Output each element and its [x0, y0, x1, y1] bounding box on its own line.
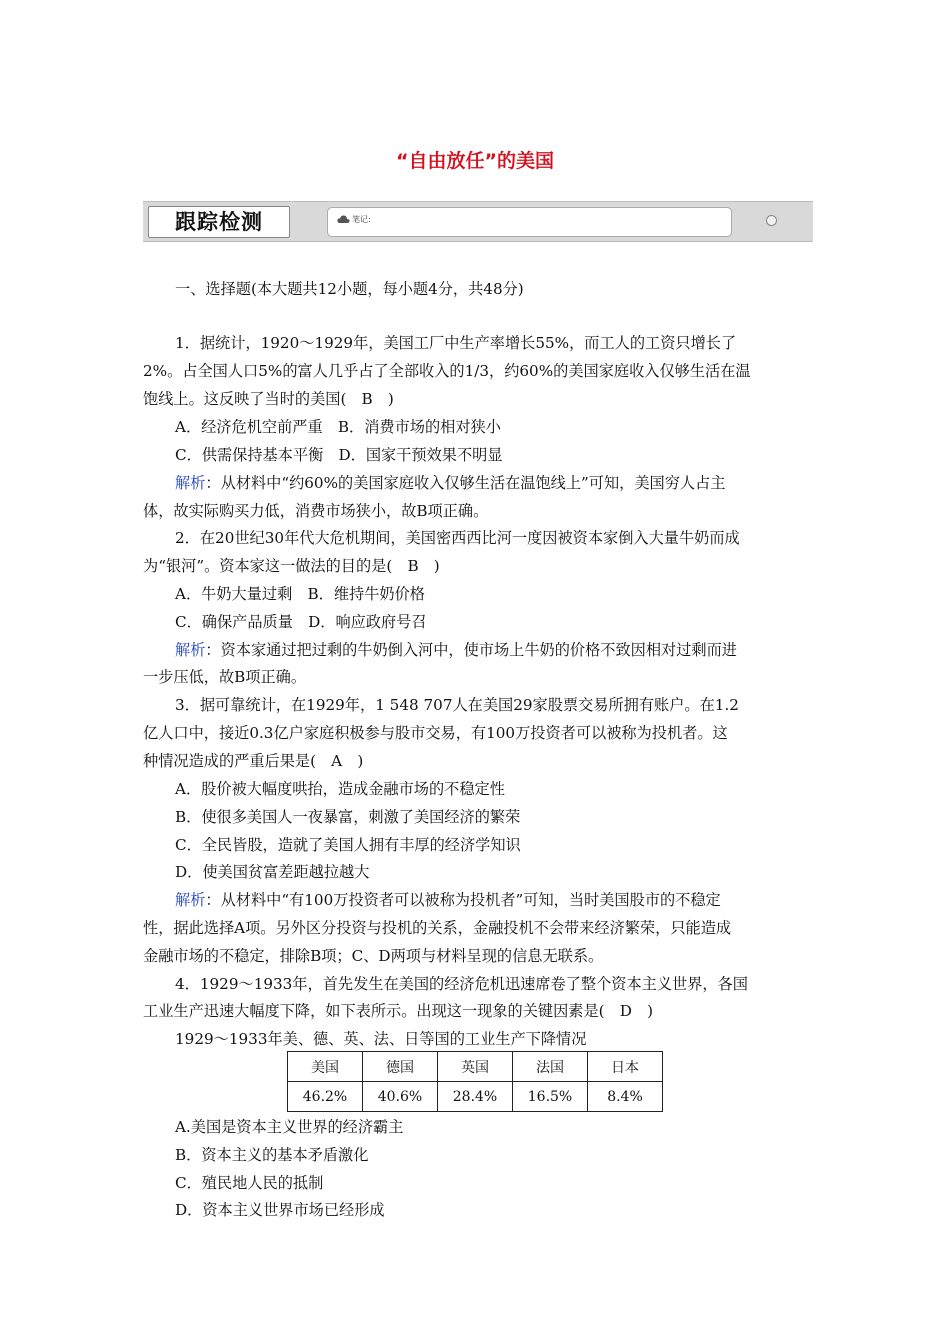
banner-label: 跟踪检测	[148, 206, 290, 238]
analysis-text: ：资本家通过把过剩的牛奶倒入河中，使市场上牛奶的价格不致因相对过剩而进	[205, 641, 737, 659]
table-cell: 46.2%	[288, 1082, 363, 1112]
q3-analysis	[175, 890, 721, 910]
q3-analysis-line: 金融市场的不稳定，排除B项；C、D两项与材料呈现的信息无联系。	[143, 947, 604, 965]
q4-line: 工业生产迅速大幅度下降，如下表所示。出现这一现象的关键因素是( D )	[143, 1002, 654, 1020]
q2-line: 为“银河”。资本家这一做法的目的是( B )	[143, 557, 440, 575]
q4-option: A.美国是资本主义世界的经济霸主	[175, 1118, 404, 1136]
analysis-text: ：从材料中“约60%的美国家庭收入仅够生活在温饱线上”可知，美国穷人占主	[205, 474, 726, 492]
q2-analysis	[175, 640, 737, 660]
table-header-cell: 日本	[588, 1052, 663, 1082]
note-label: 笔记:	[352, 215, 371, 224]
table-cell: 16.5%	[513, 1082, 588, 1112]
analysis-label: 解析	[175, 641, 206, 659]
table-cell: 8.4%	[588, 1082, 663, 1112]
q1-line: 2%。占全国人口5%的富人几乎占了全部收入的1/3，约60%的美国家庭收入仅够生活在温	[143, 362, 751, 380]
q2-option: C．确保产品质量 D．响应政府号召	[175, 613, 427, 631]
q1-line: 饱线上。这反映了当时的美国( B )	[143, 390, 394, 408]
note-input[interactable]	[327, 207, 732, 237]
circle-icon[interactable]	[766, 215, 777, 226]
table-row	[288, 1082, 663, 1112]
q3-option: A．股价被大幅度哄抬，造成金融市场的不稳定性	[175, 780, 505, 798]
table-cell: 40.6%	[363, 1082, 438, 1112]
q4-option: B．资本主义的基本矛盾激化	[175, 1146, 369, 1164]
table-header-cell: 美国	[288, 1052, 363, 1082]
cloud-icon	[337, 214, 350, 224]
q4-option: D．资本主义世界市场已经形成	[175, 1201, 385, 1219]
tracking-banner	[143, 201, 813, 242]
q4-line: 4．1929～1933年，首先发生在美国的经济危机迅速席卷了整个资本主义世界，各国	[175, 975, 748, 993]
table-caption: 1929～1933年美、德、英、法、日等国的工业生产下降情况	[175, 1030, 587, 1048]
q3-line: 亿人口中，接近0.3亿户家庭积极参与股市交易，有100万投资者可以被称为投机者。这	[143, 724, 728, 742]
section-heading: 一、选择题(本大题共12小题，每小题4分，共48分)	[175, 280, 524, 298]
q1-analysis	[175, 473, 725, 493]
analysis-text: ：从材料中“有100万投资者可以被称为投机者”可知，当时美国股市的不稳定	[205, 891, 721, 909]
table-header-cell: 德国	[363, 1052, 438, 1082]
production-table	[287, 1051, 663, 1112]
analysis-label: 解析	[175, 891, 206, 909]
q1-option: A．经济危机空前严重 B．消费市场的相对狭小	[175, 418, 501, 436]
q2-line: 2．在20世纪30年代大危机期间，美国密西西比河一度因被资本家倒入大量牛奶而成	[175, 529, 740, 547]
table-header-cell: 法国	[513, 1052, 588, 1082]
table-cell: 28.4%	[438, 1082, 513, 1112]
q1-analysis-line: 体，故实际购买力低，消费市场狭小，故B项正确。	[143, 502, 489, 520]
table-header-cell: 英国	[438, 1052, 513, 1082]
analysis-label: 解析	[175, 474, 206, 492]
table-row	[288, 1052, 663, 1082]
q3-line: 种情况造成的严重后果是( A )	[143, 752, 364, 770]
q3-option: C．全民皆股，造就了美国人拥有丰厚的经济学知识	[175, 836, 521, 854]
q2-analysis-line: 一步压低，故B项正确。	[143, 668, 307, 686]
page-title: “自由放任”的美国	[396, 150, 554, 172]
q1-line: 1．据统计，1920～1929年，美国工厂中生产率增长55%，而工人的工资只增长了	[175, 334, 737, 352]
q4-option: C．殖民地人民的抵制	[175, 1174, 324, 1192]
q2-option: A．牛奶大量过剩 B．维持牛奶价格	[175, 585, 425, 603]
q3-line: 3．据可靠统计，在1929年，1 548 707人在美国29家股票交易所拥有账户。在1.2	[175, 696, 739, 714]
q1-option: C．供需保持基本平衡 D．国家干预效果不明显	[175, 446, 503, 464]
q3-option: B．使很多美国人一夜暴富，刺激了美国经济的繁荣	[175, 808, 521, 826]
q3-analysis-line: 性，据此选择A项。另外区分投资与投机的关系，金融投机不会带来经济繁荣，只能造成	[143, 919, 732, 937]
q3-option: D．使美国贫富差距越拉越大	[175, 863, 370, 881]
